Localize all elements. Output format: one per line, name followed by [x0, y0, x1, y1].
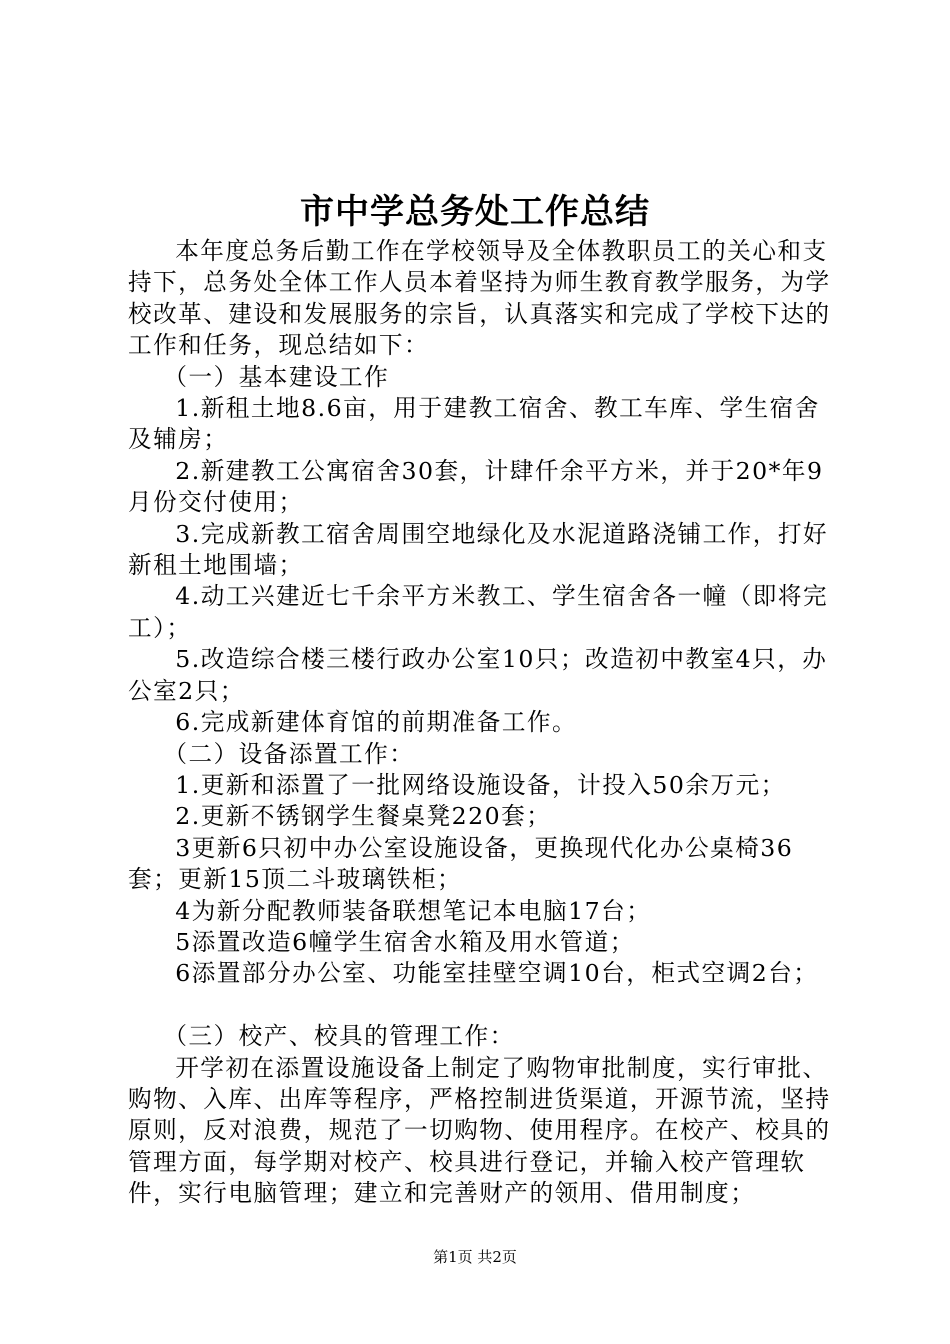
paragraph: 3更新6只初中办公室设施设备，更换现代化办公桌椅36套；更新15顶二斗玻璃铁柜； [128, 833, 794, 894]
paragraph: 5添置改造6幢学生宿舍水箱及用水管道； [175, 927, 635, 956]
section-heading: （一）基本建设工作 [163, 362, 390, 391]
paragraph: 3.完成新教工宿舍周围空地绿化及水泥道路浇铺工作，打好新租土地围墙； [128, 519, 829, 580]
section-heading: （三）校产、校具的管理工作： [163, 1022, 515, 1051]
paragraph: 1.更新和添置了一批网络设施设备，计投入50余万元； [175, 770, 786, 799]
page-footer: 第1页 共2页 [433, 1248, 517, 1266]
paragraph: 本年度总务后勤工作在学校领导及全体教职员工的关心和支持下，总务处全体工作人员本着坚持为师生教育教学服务，为学校改革、建设和发展服务的宗旨，认真落实和完成了学校下达的工作和任务，现总结如下： [128, 237, 831, 360]
paragraph: 4为新分配教师装备联想笔记本电脑17台； [175, 896, 652, 925]
paragraph: 5.改造综合楼三楼行政办公室10只；改造初中教室4只，办公室2只； [128, 645, 828, 705]
section-heading: （二）设备添置工作： [163, 739, 415, 768]
paragraph: 4.动工兴建近七千余平方米教工、学生宿舍各一幢（即将完工）； [128, 582, 829, 642]
paragraph: 2.新建教工公寓宿舍30套，计肆仟余平方米，并于20*年9月份交付使用； [128, 456, 824, 517]
paragraph: 开学初在添置设施设备上制定了购物审批制度，实行审批、购物、入库、出库等程序，严格控制进货渠道，开源节流，坚持原则，反对浪费，规范了一切购物、使用程序。在校产、校具的管理方面，每学期对校产、校具进行登记，并输入校产管理软件，实行电脑管理；建立和完善财产的领用、借用制度； [128, 1053, 831, 1208]
document-title: 市中学总务处工作总结 [300, 192, 650, 232]
paragraph: 6.完成新建体育馆的前期准备工作。 [175, 708, 578, 737]
blank-line [128, 990, 840, 1021]
document-body [128, 236, 840, 1210]
paragraph: 1.新租土地8.6亩，用于建教工宿舍、教工车库、学生宿舍及辅房； [128, 394, 820, 454]
paragraph: 6添置部分办公室、功能室挂壁空调10台，柜式空调2台； [175, 959, 819, 988]
paragraph: 2.更新不锈钢学生餐桌凳220套； [175, 802, 552, 831]
